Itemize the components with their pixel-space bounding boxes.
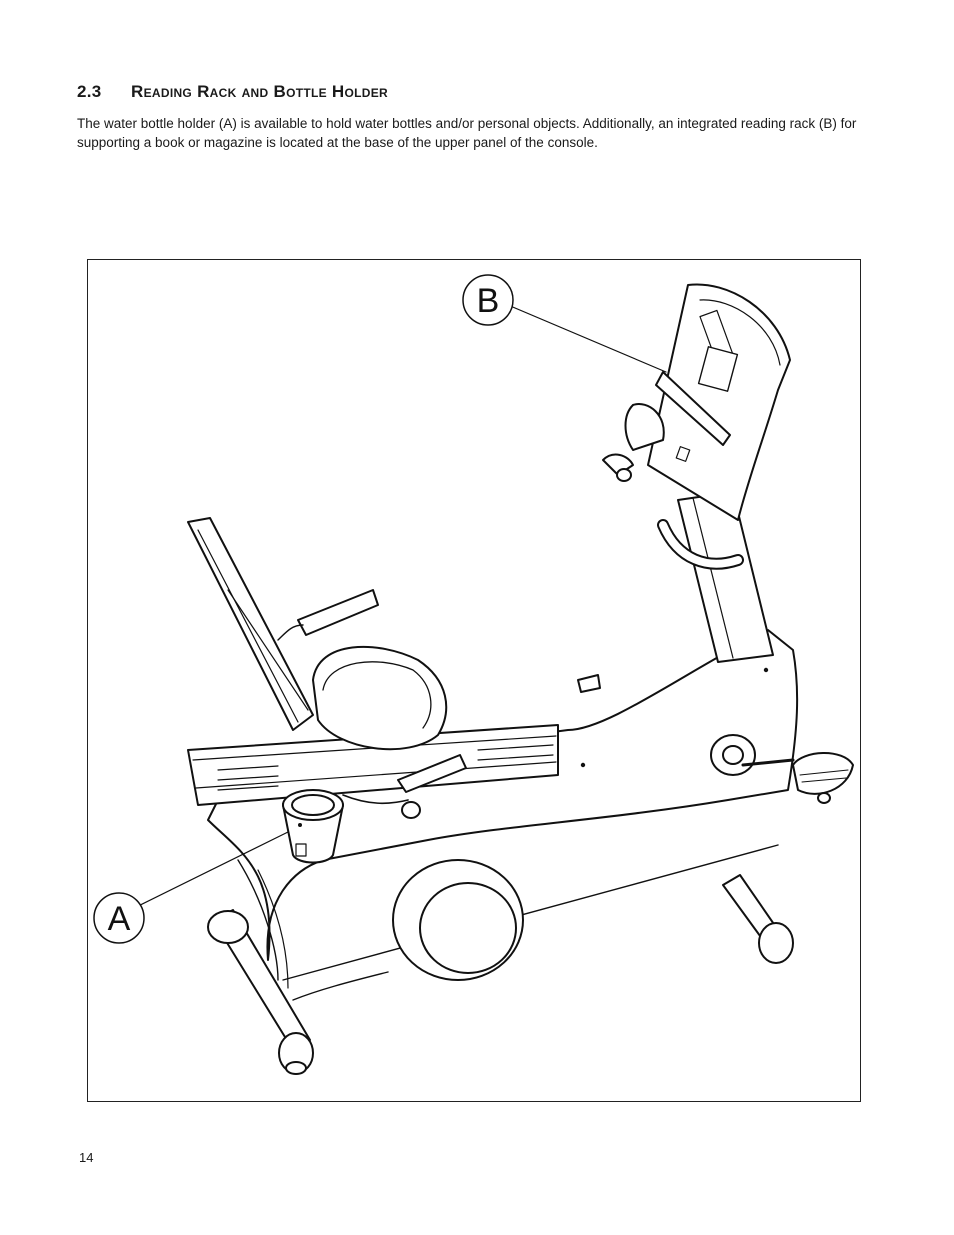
section-heading bbox=[77, 82, 388, 102]
bike-illustration bbox=[88, 260, 859, 1100]
body-paragraph: The water bottle holder (A) is available to hold water bottles and/or personal objects. Additionally, an integrated reading rack (B) for supporting a book or magazine is located at the base of the upper panel of the console. bbox=[77, 116, 857, 150]
recumbent-bike-figure bbox=[87, 259, 861, 1102]
page-number: 14 bbox=[79, 1150, 94, 1165]
callout-label-b: B bbox=[476, 282, 500, 320]
section-title: Reading Rack and Bottle Holder bbox=[131, 82, 388, 101]
callout-label-a: A bbox=[107, 900, 131, 938]
section-number: 2.3 bbox=[77, 82, 102, 101]
